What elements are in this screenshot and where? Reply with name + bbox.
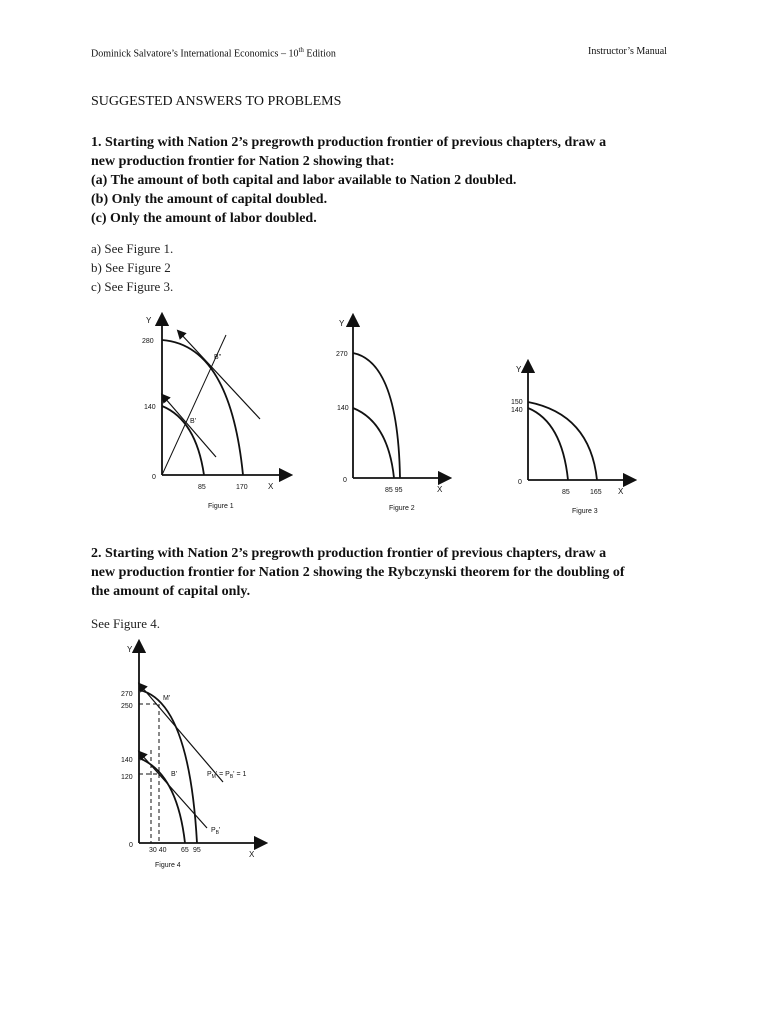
fig4-price-label-1: $P_M' = P_B' = 1$ [207, 771, 247, 780]
fig1-point-b2: B" [214, 354, 222, 361]
fig1-origin: 0 [152, 474, 156, 481]
fig1-inner-frontier [162, 406, 204, 475]
fig3-xtick-165: 165 [590, 489, 602, 496]
answer-1a: a) See Figure 1. [91, 241, 174, 256]
fig2-y-axis: Y [339, 319, 345, 328]
fig1-price-line-lower [164, 397, 216, 457]
fig2-origin: 0 [343, 477, 347, 484]
section-heading: SUGGESTED ANSWERS TO PROBLEMS [91, 94, 342, 109]
fig4-xtick-95: 95 [193, 847, 201, 854]
fig1-xtick-170: 170 [236, 484, 248, 491]
problem-2-line-2: new production frontier for Nation 2 showing the Rybczynski theorem for the doubling of [91, 565, 625, 580]
figure-3 [508, 360, 638, 520]
problem-1-line-5: (c) Only the amount of labor doubled. [91, 211, 317, 226]
fig4-point-b: B' [171, 771, 178, 778]
fig4-xtick-30-40: 30 40 [149, 847, 167, 854]
fig4-origin: 0 [129, 842, 133, 849]
fig3-x-axis: X [618, 487, 624, 496]
fig4-ytick-120: 120 [121, 774, 133, 781]
fig2-outer-frontier [353, 353, 400, 478]
fig1-x-axis: X [268, 482, 274, 491]
problem-1-line-2: new production frontier for Nation 2 showing that: [91, 154, 395, 169]
fig4-caption: Figure 4 [155, 862, 181, 869]
problem-2-line-1: 2. Starting with Nation 2’s pregrowth production frontier of previous chapters, draw a [91, 546, 607, 561]
problem-1-line-3: (a) The amount of both capital and labor available to Nation 2 doubled. [91, 173, 517, 188]
fig4-inner-frontier [139, 758, 185, 843]
fig2-ytick-270: 270 [336, 351, 348, 358]
problem-1-line-4: (b) Only the amount of capital doubled. [91, 192, 328, 207]
fig2-caption: Figure 2 [389, 505, 415, 512]
fig2-inner-frontier [353, 408, 394, 478]
fig1-y-axis: Y [146, 316, 152, 325]
fig1-point-b1: B' [190, 418, 197, 425]
fig1-caption: Figure 1 [208, 503, 234, 510]
fig1-ytick-140: 140 [144, 404, 156, 411]
answer-1c: c) See Figure 3. [91, 279, 174, 294]
fig3-ytick-150: 150 [511, 399, 523, 406]
problem-2-line-3: the amount of capital only. [91, 584, 251, 599]
figure-4 [115, 640, 285, 880]
running-header-right: Instructor’s Manual [588, 46, 667, 57]
running-header-left: Dominick Salvatore’s International Economics – 10th Edition [91, 46, 336, 60]
fig3-xtick-85: 85 [562, 489, 570, 496]
fig3-inner-frontier [528, 408, 568, 480]
fig1-price-line-upper [180, 333, 260, 419]
answer-2: See Figure 4. [91, 616, 160, 631]
answer-1b: b) See Figure 2 [91, 260, 171, 275]
fig4-y-axis: Y [127, 645, 133, 654]
fig2-x-axis: X [437, 485, 443, 494]
fig2-ytick-140: 140 [337, 405, 349, 412]
fig3-origin: 0 [518, 479, 522, 486]
figure-1 [140, 305, 290, 515]
fig4-price-label-2: $P_B'$ [211, 827, 221, 836]
fig4-ytick-140: 140 [121, 757, 133, 764]
fig4-ytick-250: 250 [121, 703, 133, 710]
fig1-outer-frontier [162, 340, 243, 475]
fig3-y-axis: Y [516, 365, 522, 374]
fig3-caption: Figure 3 [572, 508, 598, 515]
fig1-xtick-85: 85 [198, 484, 206, 491]
fig2-xtick-85-95: 85 95 [385, 487, 403, 494]
fig1-ytick-280: 280 [142, 338, 154, 345]
problem-1-line-1: 1. Starting with Nation 2’s pregrowth production frontier of previous chapters, draw a [91, 135, 607, 150]
fig4-xtick-65: 65 [181, 847, 189, 854]
fig4-point-m: M' [163, 695, 171, 702]
fig4-x-axis: X [249, 850, 255, 859]
figure-2 [333, 312, 453, 517]
fig4-ytick-270: 270 [121, 691, 133, 698]
fig3-ytick-140: 140 [511, 407, 523, 414]
fig4-outer-frontier [139, 690, 197, 843]
